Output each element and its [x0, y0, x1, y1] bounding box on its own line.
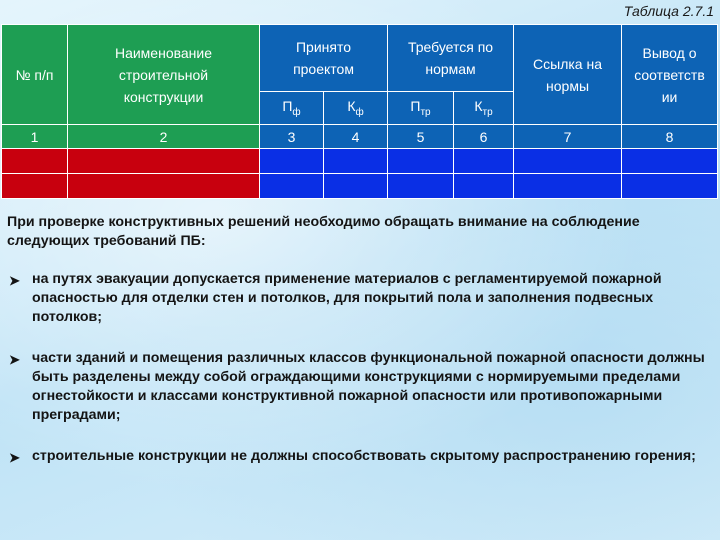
column-number-cell: 7: [514, 125, 622, 149]
table-cell: [454, 174, 514, 199]
table-cell: [388, 174, 454, 199]
column-number-cell: 1: [2, 125, 68, 149]
header-p-tr: $П_{тр}$: [388, 92, 454, 125]
requirement-text: на путях эвакуации допускается применение материалов с регламентируемой пожарной опасностью для отделки стен и потолков, для покрытий пола и заполнения подвесных потолков;: [32, 271, 662, 325]
intro-paragraph: При проверке конструктивных решений необходимо обращать внимание на соблюдение следующих требований ПБ:: [7, 214, 640, 249]
fire-safety-table: [1, 24, 718, 199]
column-number-cell: 2: [68, 125, 260, 149]
column-number-cell: 5: [388, 125, 454, 149]
table-cell: [622, 149, 718, 174]
column-number-cell: 6: [454, 125, 514, 149]
column-number-cell: 3: [260, 125, 324, 149]
header-p-f: $П_ф$: [260, 92, 324, 125]
header-k-tr: $К_{тр}$: [454, 92, 514, 125]
header-construction-name: Наименование строительной конструкции: [68, 25, 260, 125]
table-cell: [2, 174, 68, 199]
column-number-cell: 4: [324, 125, 388, 149]
header-accepted-by-project: Принято проектом: [260, 25, 388, 92]
table-caption: Таблица 2.7.1: [623, 3, 714, 19]
table-cell: [454, 149, 514, 174]
table-cell: [388, 149, 454, 174]
requirement-item: [7, 270, 715, 327]
table-cell: [68, 174, 260, 199]
header-conclusion: Вывод о соответств ии: [622, 25, 718, 125]
table-cell: [514, 149, 622, 174]
table-cell: [68, 149, 260, 174]
table-cell: [324, 149, 388, 174]
header-required-by-norms: Требуется по нормам: [388, 25, 514, 92]
requirement-item: [7, 349, 715, 425]
table-cell: [2, 149, 68, 174]
requirement-text: части зданий и помещения различных классов функциональной пожарной опасности должны быть разделены между собой ограждающими конструкциями с нормируемыми пределами огнестойкости и классами конструктивной пожарной опасности или противопожарными преградами;: [32, 350, 705, 423]
column-number-cell: 8: [622, 125, 718, 149]
arrow-bullet-icon: ➤: [9, 352, 20, 367]
header-number: № п/п: [2, 25, 68, 125]
arrow-bullet-icon: ➤: [9, 450, 20, 465]
header-norm-reference: Ссылка на нормы: [514, 25, 622, 125]
column-number-row: [2, 125, 718, 149]
arrow-bullet-icon: ➤: [9, 273, 20, 288]
requirement-item: [7, 447, 715, 466]
table-cell: [260, 174, 324, 199]
table-cell: [260, 149, 324, 174]
requirement-text: строительные конструкции не должны способствовать скрытому распространению горения;: [32, 448, 696, 464]
requirements-text: [7, 213, 715, 488]
header-k-f: $К_ф$: [324, 92, 388, 125]
table-cell: [324, 174, 388, 199]
table-row: [2, 174, 718, 199]
table-cell: [514, 174, 622, 199]
table-row: [2, 149, 718, 174]
table-cell: [622, 174, 718, 199]
